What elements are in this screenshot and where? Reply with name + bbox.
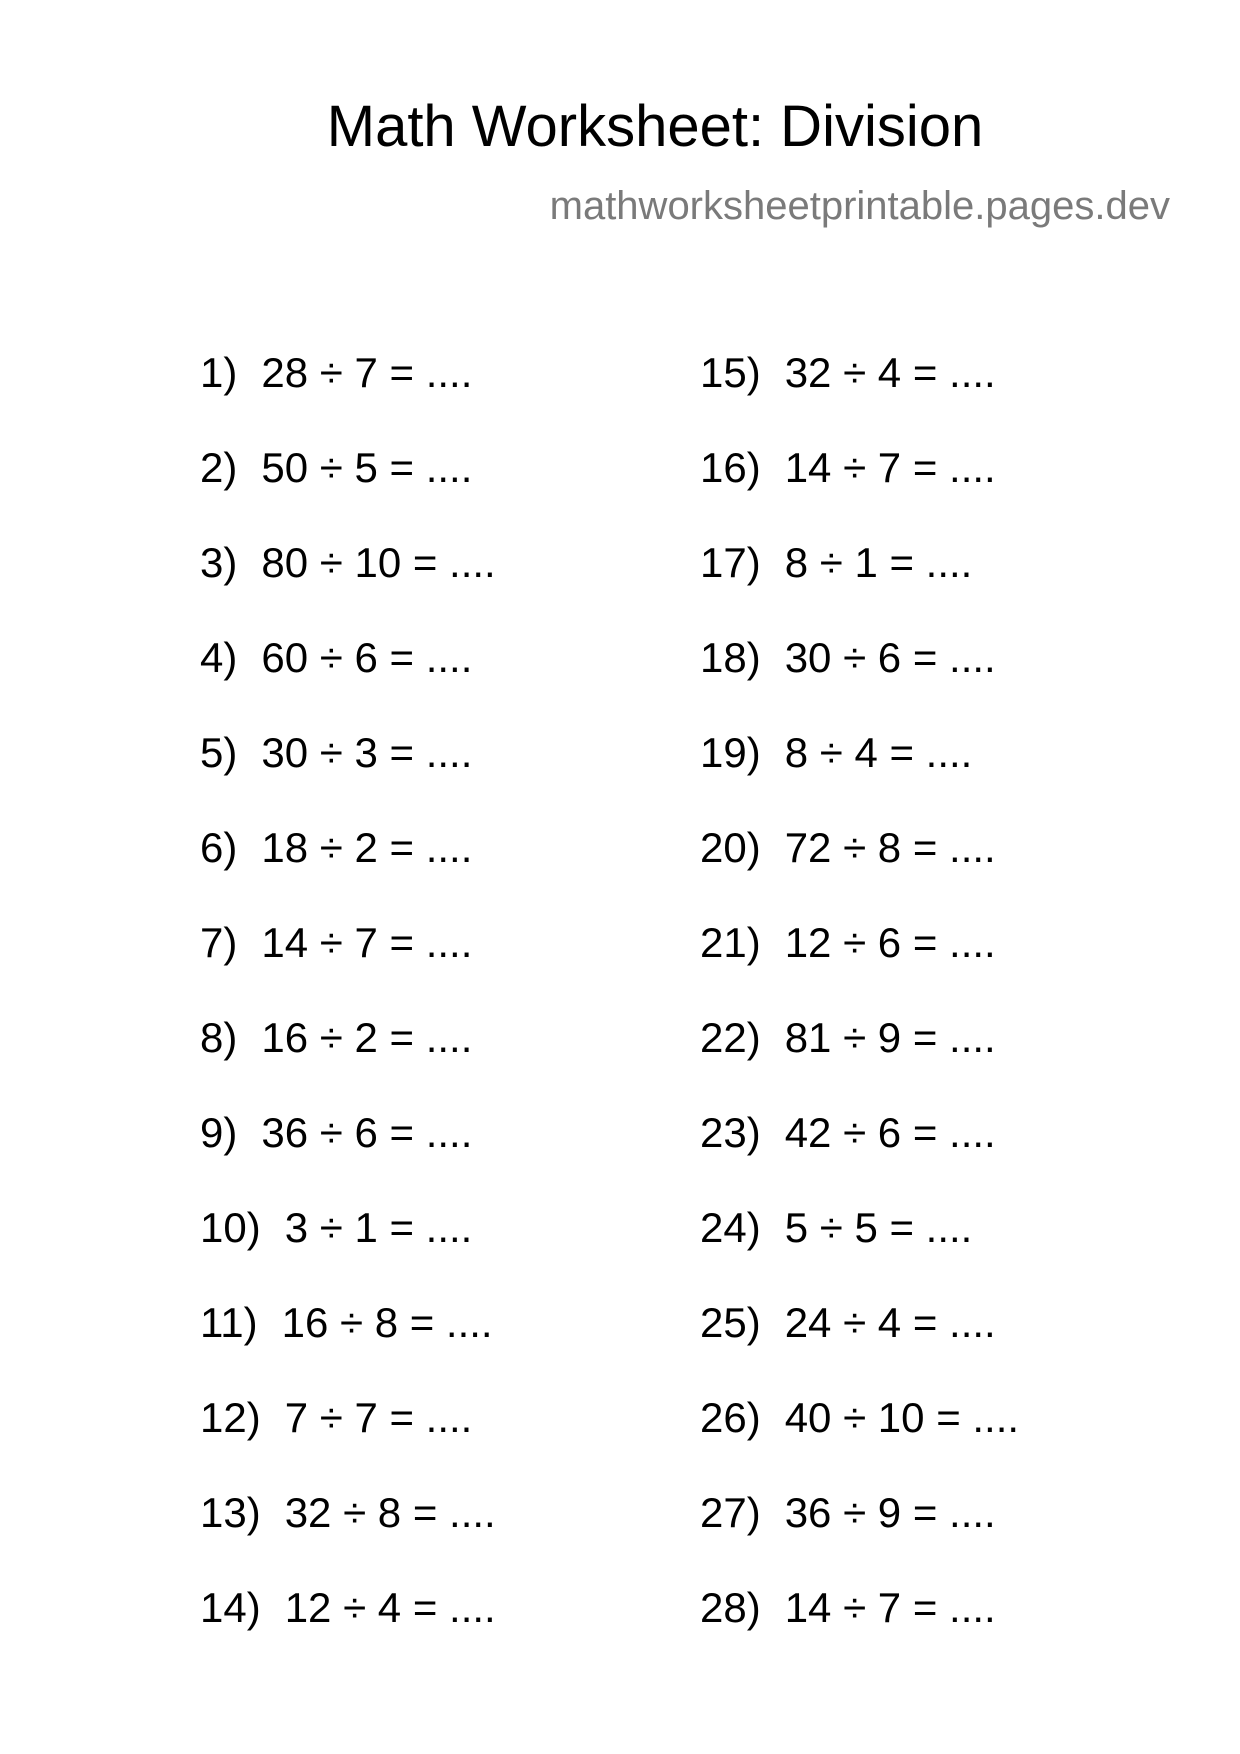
problem-item bbox=[200, 634, 496, 732]
problem-expression: 7 ÷ 7 = .... bbox=[284, 1394, 473, 1441]
problem-expression: 50 ÷ 5 = .... bbox=[261, 444, 473, 491]
problem-item bbox=[200, 444, 496, 542]
problem-number: 10) bbox=[200, 1204, 261, 1251]
problem-expression: 30 ÷ 3 = .... bbox=[261, 729, 473, 776]
problem-number: 6) bbox=[200, 824, 238, 871]
problem-number: 13) bbox=[200, 1489, 261, 1536]
problem-item bbox=[700, 1299, 1019, 1397]
problem-expression: 16 ÷ 8 = .... bbox=[281, 1299, 493, 1346]
problem-item bbox=[200, 1584, 496, 1682]
problem-item bbox=[700, 634, 1019, 732]
problem-expression: 72 ÷ 8 = .... bbox=[784, 824, 996, 871]
page-title: Math Worksheet: Division bbox=[326, 94, 984, 159]
problem-item bbox=[700, 539, 1019, 637]
problem-column-right bbox=[700, 349, 1020, 1682]
problem-item bbox=[700, 1109, 1019, 1207]
problem-item bbox=[200, 349, 496, 447]
problem-number: 22) bbox=[700, 1014, 761, 1061]
problem-number: 9) bbox=[200, 1109, 238, 1156]
problem-item bbox=[700, 444, 1019, 542]
problem-expression: 8 ÷ 1 = .... bbox=[784, 539, 973, 586]
problem-number: 23) bbox=[700, 1109, 761, 1156]
problem-expression: 32 ÷ 4 = .... bbox=[784, 349, 996, 396]
problem-expression: 14 ÷ 7 = .... bbox=[784, 444, 996, 491]
problem-item bbox=[700, 1584, 1019, 1682]
problem-expression: 8 ÷ 4 = .... bbox=[784, 729, 973, 776]
problem-item bbox=[700, 349, 1019, 447]
problem-expression: 81 ÷ 9 = .... bbox=[784, 1014, 996, 1061]
problem-number: 11) bbox=[200, 1299, 258, 1346]
problem-number: 25) bbox=[700, 1299, 761, 1346]
problem-number: 3) bbox=[200, 539, 238, 586]
problem-expression: 42 ÷ 6 = .... bbox=[784, 1109, 996, 1156]
problem-item bbox=[200, 919, 496, 1017]
problem-number: 1) bbox=[200, 349, 238, 396]
problem-number: 24) bbox=[700, 1204, 761, 1251]
problem-expression: 32 ÷ 8 = .... bbox=[284, 1489, 496, 1536]
problem-expression: 3 ÷ 1 = .... bbox=[284, 1204, 473, 1251]
problem-item bbox=[200, 1299, 496, 1397]
problem-number: 20) bbox=[700, 824, 761, 871]
problem-expression: 14 ÷ 7 = .... bbox=[261, 919, 473, 966]
problem-expression: 5 ÷ 5 = .... bbox=[784, 1204, 973, 1251]
problem-expression: 16 ÷ 2 = .... bbox=[261, 1014, 473, 1061]
problem-item bbox=[700, 1394, 1020, 1492]
problem-column-left bbox=[200, 349, 496, 1682]
problem-number: 15) bbox=[700, 349, 761, 396]
problem-number: 14) bbox=[200, 1584, 261, 1631]
problem-item bbox=[200, 1014, 496, 1112]
problem-expression: 80 ÷ 10 = .... bbox=[261, 539, 496, 586]
problem-item bbox=[200, 1204, 496, 1302]
problem-item bbox=[700, 1014, 1019, 1112]
problem-expression: 36 ÷ 9 = .... bbox=[784, 1489, 996, 1536]
problem-number: 26) bbox=[700, 1394, 761, 1441]
problem-expression: 24 ÷ 4 = .... bbox=[784, 1299, 996, 1346]
problem-number: 12) bbox=[200, 1394, 261, 1441]
problem-number: 27) bbox=[700, 1489, 761, 1536]
problem-number: 5) bbox=[200, 729, 238, 776]
problem-number: 28) bbox=[700, 1584, 761, 1631]
problem-number: 2) bbox=[200, 444, 238, 491]
source-url: mathworksheetprintable.pages.dev bbox=[549, 184, 1170, 228]
problem-number: 8) bbox=[200, 1014, 238, 1061]
problem-expression: 40 ÷ 10 = .... bbox=[784, 1394, 1020, 1441]
problem-item bbox=[700, 919, 1019, 1017]
problem-expression: 28 ÷ 7 = .... bbox=[261, 349, 473, 396]
problem-item bbox=[200, 824, 496, 922]
problem-number: 21) bbox=[700, 919, 761, 966]
problem-expression: 14 ÷ 7 = .... bbox=[784, 1584, 996, 1631]
problem-expression: 12 ÷ 6 = .... bbox=[784, 919, 996, 966]
problem-number: 17) bbox=[700, 539, 761, 586]
problem-expression: 60 ÷ 6 = .... bbox=[261, 634, 473, 681]
problem-item bbox=[200, 1394, 496, 1492]
problem-item bbox=[200, 729, 496, 827]
problem-expression: 18 ÷ 2 = .... bbox=[261, 824, 473, 871]
problem-number: 18) bbox=[700, 634, 761, 681]
problem-expression: 30 ÷ 6 = .... bbox=[784, 634, 996, 681]
problem-item bbox=[700, 824, 1019, 922]
problem-expression: 36 ÷ 6 = .... bbox=[261, 1109, 473, 1156]
problem-number: 4) bbox=[200, 634, 238, 681]
problem-item bbox=[200, 1489, 496, 1587]
problem-item bbox=[200, 539, 496, 637]
problem-item bbox=[700, 1204, 1019, 1302]
problem-item bbox=[700, 1489, 1019, 1587]
problem-item bbox=[700, 729, 1019, 827]
problem-expression: 12 ÷ 4 = .... bbox=[284, 1584, 496, 1631]
problem-number: 16) bbox=[700, 444, 761, 491]
problem-number: 7) bbox=[200, 919, 238, 966]
problem-item bbox=[200, 1109, 496, 1207]
problem-number: 19) bbox=[700, 729, 761, 776]
